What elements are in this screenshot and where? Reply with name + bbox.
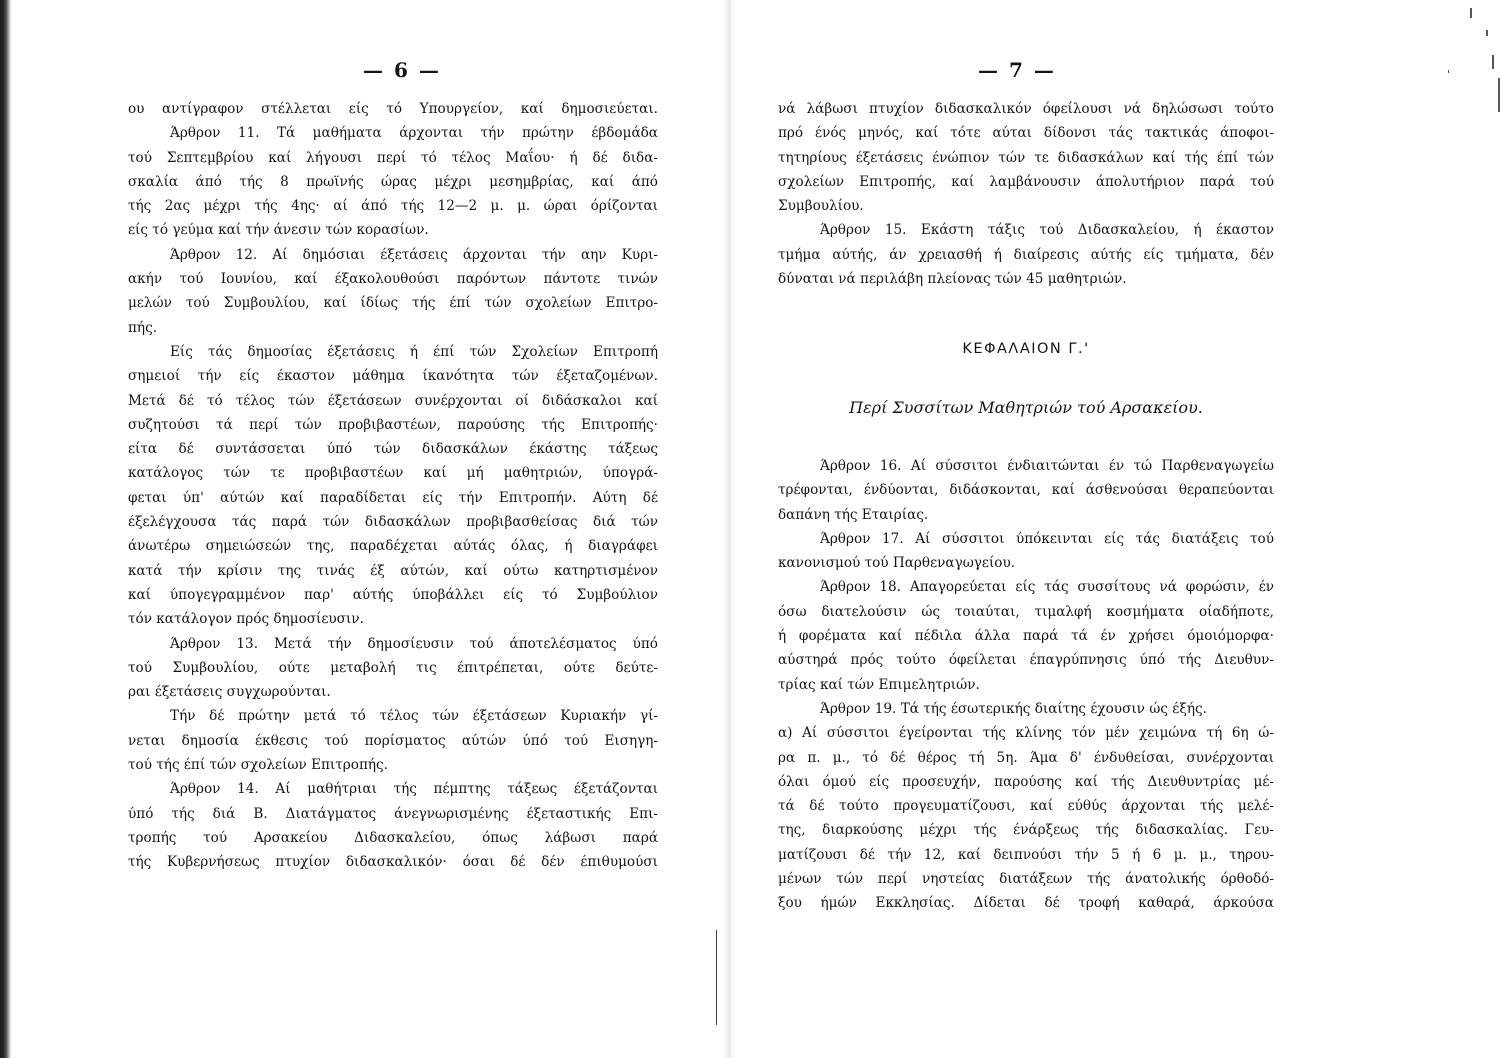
text-line: τού τής έπί τών σχολείων Επιτροπής. <box>128 757 388 774</box>
paragraph <box>128 704 658 777</box>
text-line: δαπάνη τής Εταιρίας. <box>778 506 929 523</box>
text-line: νά λάβωσι πτυχίον διδασκαλικόν όφείλουσι νά δηλώσωσι τούτο <box>778 101 1274 117</box>
text-line: ύπό τής διά Β. Διατάγματος άνεγνωρισμένης έξεταστικής Επι- <box>128 805 658 822</box>
text-line: τής 2ας μέχρι τής 4ης· αί άπό τής 12—2 μ. μ. ώραι όρίζονται <box>128 198 658 215</box>
text-line: μελών τού Συμβουλίου, καί ίδίως τής έπί τών σχολείων Επιτρο- <box>128 295 658 312</box>
paragraph <box>128 97 658 121</box>
text-line: τού Συμβουλίου, ούτε μεταβολή τις έπιτρέπεται, ούτε δεύτε- <box>128 659 658 676</box>
text-line: τόν κατάλογον πρός δημοσίευσιν. <box>128 611 364 628</box>
text-line: Μετά δέ τό τέλος τών έξετάσεων συνέρχονται οί διδάσκαλοι καί <box>128 392 658 409</box>
text-line: ραι έξετάσεις συγχωρούνται. <box>128 684 331 701</box>
text-line: Άρθρον 14. Αί μαθήτριαι τής πέμπτης τάξεως έξετάζονται <box>170 781 658 798</box>
chapter-subheading: Περί Συσσίτων Μαθητριών τού Αρσακείου. <box>849 398 1203 417</box>
text-line: είτα δέ συντάσσεται ύπό τών διδασκάλων έκάστης τάξεως <box>128 441 658 458</box>
text-line: αύστηρά πρός τούτο όφείλεται έπαγρύπνησις ύπό τής Διευθυν- <box>778 652 1274 669</box>
text-line: δύναται νά περιλάβη πλείονας τών 45 μαθητριών. <box>778 271 1127 288</box>
paragraph <box>128 340 658 632</box>
text-line: ακήν τού Ιουνίου, καί έξακολουθούσι παρόντων πάντοτε τινών <box>128 271 658 288</box>
text-line: νεται δημοσία έκθεσις τού πορίσματος αύτών ύπό τού Εισηγη- <box>128 732 658 749</box>
right-page-text-top <box>778 97 1274 291</box>
paragraph <box>778 97 1274 218</box>
book-gutter <box>722 0 736 1058</box>
page-number: — 7 — <box>978 58 1056 82</box>
text-line: πής. <box>128 319 158 336</box>
paragraph <box>778 527 1274 576</box>
text-line: Άρθρον 19. Τά τής έσωτερικής διαίτης έχουσιν ώς έξής. <box>820 700 1207 717</box>
text-line: πρό ένός μηνός, καί τότε αύται δίδονσι τάς τακτικάς άποφοι- <box>778 125 1274 142</box>
text-line: έξελέγχουσα τάς παρά τών διδασκάλων προβιβασθείσας διά τών <box>128 514 658 531</box>
text-line: ή φορέματα καί πέδιλα άλλα παρά τά έν χρήσει όμοιόμορφα· <box>778 628 1274 645</box>
text-line: τροπής τού Αρσακείου Διδασκαλείου, όπως λάβωσι παρά <box>128 829 658 846</box>
page-number: — 6 — <box>363 58 441 82</box>
text-line: Τήν δέ πρώτην μετά τό τέλος τών έξετάσεων Κυριακήν γί- <box>170 708 658 725</box>
paragraph <box>778 454 1274 527</box>
text-line: μένων τών περί νηστείας διατάξεων τής άνατολικής όρθοδό- <box>778 871 1274 888</box>
text-line: συζητούσι τά περί τών προβιβαστέων, παρούσης τής Επιτροπής· <box>128 416 658 433</box>
text-line: Άρθρον 13. Μετά τήν δημοσίευσιν τού άποτελέσματος ύπό <box>170 635 658 652</box>
text-line: τμήμα αύτής, άν χρειασθή ή διαίρεσις αύτής είς τμήματα, δέν <box>778 246 1274 263</box>
paragraph <box>778 575 1274 696</box>
text-line: Άρθρον 16. Αί σύσσιτοι ένδιαιτώνται έν τώ Παρθεναγωγείω <box>820 458 1274 474</box>
text-line: φεται ύπ' αύτών καί παραδίδεται είς τήν Επιτροπήν. Αύτη δέ <box>128 489 658 506</box>
text-line: Άρθρον 12. Αί δημόσιαι έξετάσεις άρχονται τήν αην Κυρι- <box>170 246 658 263</box>
text-line: σημειοί τήν είς έκαστον μάθημα ίκανότητα τών έξεταζομένων. <box>128 368 658 385</box>
paragraph <box>128 632 658 705</box>
text-line: Είς τάς δημοσίας έξετάσεις ή έπί τών Σχολείων Επιτροπή <box>170 343 658 360</box>
text-line: όσω διατελούσιν ώς τοιαύται, τιμαλφή κοσμήματα οίαδήποτε, <box>778 603 1274 620</box>
text-line: Άρθρον 15. Εκάστη τάξις τού Διδασκαλείου, ή έκαστον <box>820 222 1274 239</box>
text-line: καί ύπογεγραμμένον παρ' αύτής ύποβάλλει είς τό Συμβούλιον <box>128 586 658 603</box>
text-line: τρέφονται, ένδύονται, διδάσκονται, καί άσθενούσαι θεραπεύονται <box>778 482 1274 499</box>
text-line: κατά τήν κρίσιν της τινάς έξ αύτών, καί ούτω κατηρτισμένον <box>128 562 658 579</box>
text-line: Συμβουλίου. <box>778 198 864 215</box>
text-line: της, διαρκούσης μέχρι τής ένάρξεως τής διδασκαλίας. Γευ- <box>778 822 1274 839</box>
scan-edge-marks <box>1428 0 1500 120</box>
text-line: Άρθρον 11. Τά μαθήματα άρχονται τήν πρώτην έβδομάδα <box>170 125 658 142</box>
text-line: τρίας καί τών Επιμελητριών. <box>778 676 980 693</box>
text-line: άνωτέρω σημειώσεών της, παραδέχεται αύτάς όλας, ή διαγράφει <box>128 538 658 555</box>
text-line: τά δέ τούτο προγευματίζουσι, καί εύθύς άρχονται τής μελέ- <box>778 798 1274 815</box>
gutter-mark <box>716 930 717 1025</box>
text-line: σκαλία άπό τής 8 πρωϊνής ώρας μέχρι μεσημβρίας, καί άπό <box>128 173 658 190</box>
text-line: ξου ήμών Εκκλησίας. Δίδεται δέ τροφή καθαρά, άρκούσα <box>778 895 1274 912</box>
text-line: σχολείων Επιτροπής, καί λαμβάνουσιν άπολυτήριον παρά τού <box>778 173 1274 190</box>
scan-edge-left <box>0 0 12 1058</box>
text-line: ρα π. μ., τό δέ θέρος τή 5η. Άμα δ' ένδυθείσαι, συνέρχονται <box>778 749 1274 766</box>
text-line: α) Αί σύσσιτοι έγείρονται τής κλίνης τόν μέν χειμώνα τή 6η ώ- <box>778 725 1274 742</box>
paragraph <box>128 121 658 242</box>
chapter-heading: ΚΕΦΑΛΑΙΟΝ Γ.' <box>962 341 1090 357</box>
text-line: ματίζουσι δέ τήν 12, καί δειπνούσι τήν 5 ή 6 μ. μ., τηρου- <box>778 846 1274 863</box>
text-line: κανονισμού τού Παρθεναγωγείου. <box>778 555 1016 572</box>
text-line: όλαι όμού είς προσευχήν, παρούσης καί τής Διευθυντρίας μέ- <box>778 773 1274 790</box>
paragraph <box>778 218 1274 291</box>
text-line: τού Σεπτεμβρίου καί λήγουσι περί τό τέλος Μαΐου· ή δέ διδα- <box>128 149 658 166</box>
text-line: Άρθρον 18. Απαγορεύεται είς τάς συσσίτους νά φορώσιν, έν <box>820 579 1274 596</box>
text-line: ου αντίγραφον στέλλεται είς τό Υπουργείον, καί δημοσιεύεται. <box>128 101 658 117</box>
text-line: τητηρίους έξετάσεις ένώπιον τών τε διδασκάλων καί τής έπί τών <box>778 149 1274 166</box>
right-page-text-bottom <box>778 454 1274 916</box>
paragraph <box>778 697 1274 916</box>
paragraph <box>128 243 658 340</box>
text-line: τής Κυβερνήσεως πτυχίον διδασκαλικόν· όσαι δέ δέν έπιθυμούσι <box>128 854 658 871</box>
text-line: κατάλογος τών τε προβιβαστέων καί μή μαθητριών, ύπογρά- <box>128 465 658 482</box>
paragraph <box>128 777 658 874</box>
left-page-text <box>128 97 658 875</box>
text-line: Άρθρον 17. Αί σύσσιτοι ύπόκεινται είς τάς διατάξεις τού <box>820 530 1274 547</box>
text-line: είς τό γεύμα καί τήν άνεσιν τών κορασίων. <box>128 222 429 239</box>
